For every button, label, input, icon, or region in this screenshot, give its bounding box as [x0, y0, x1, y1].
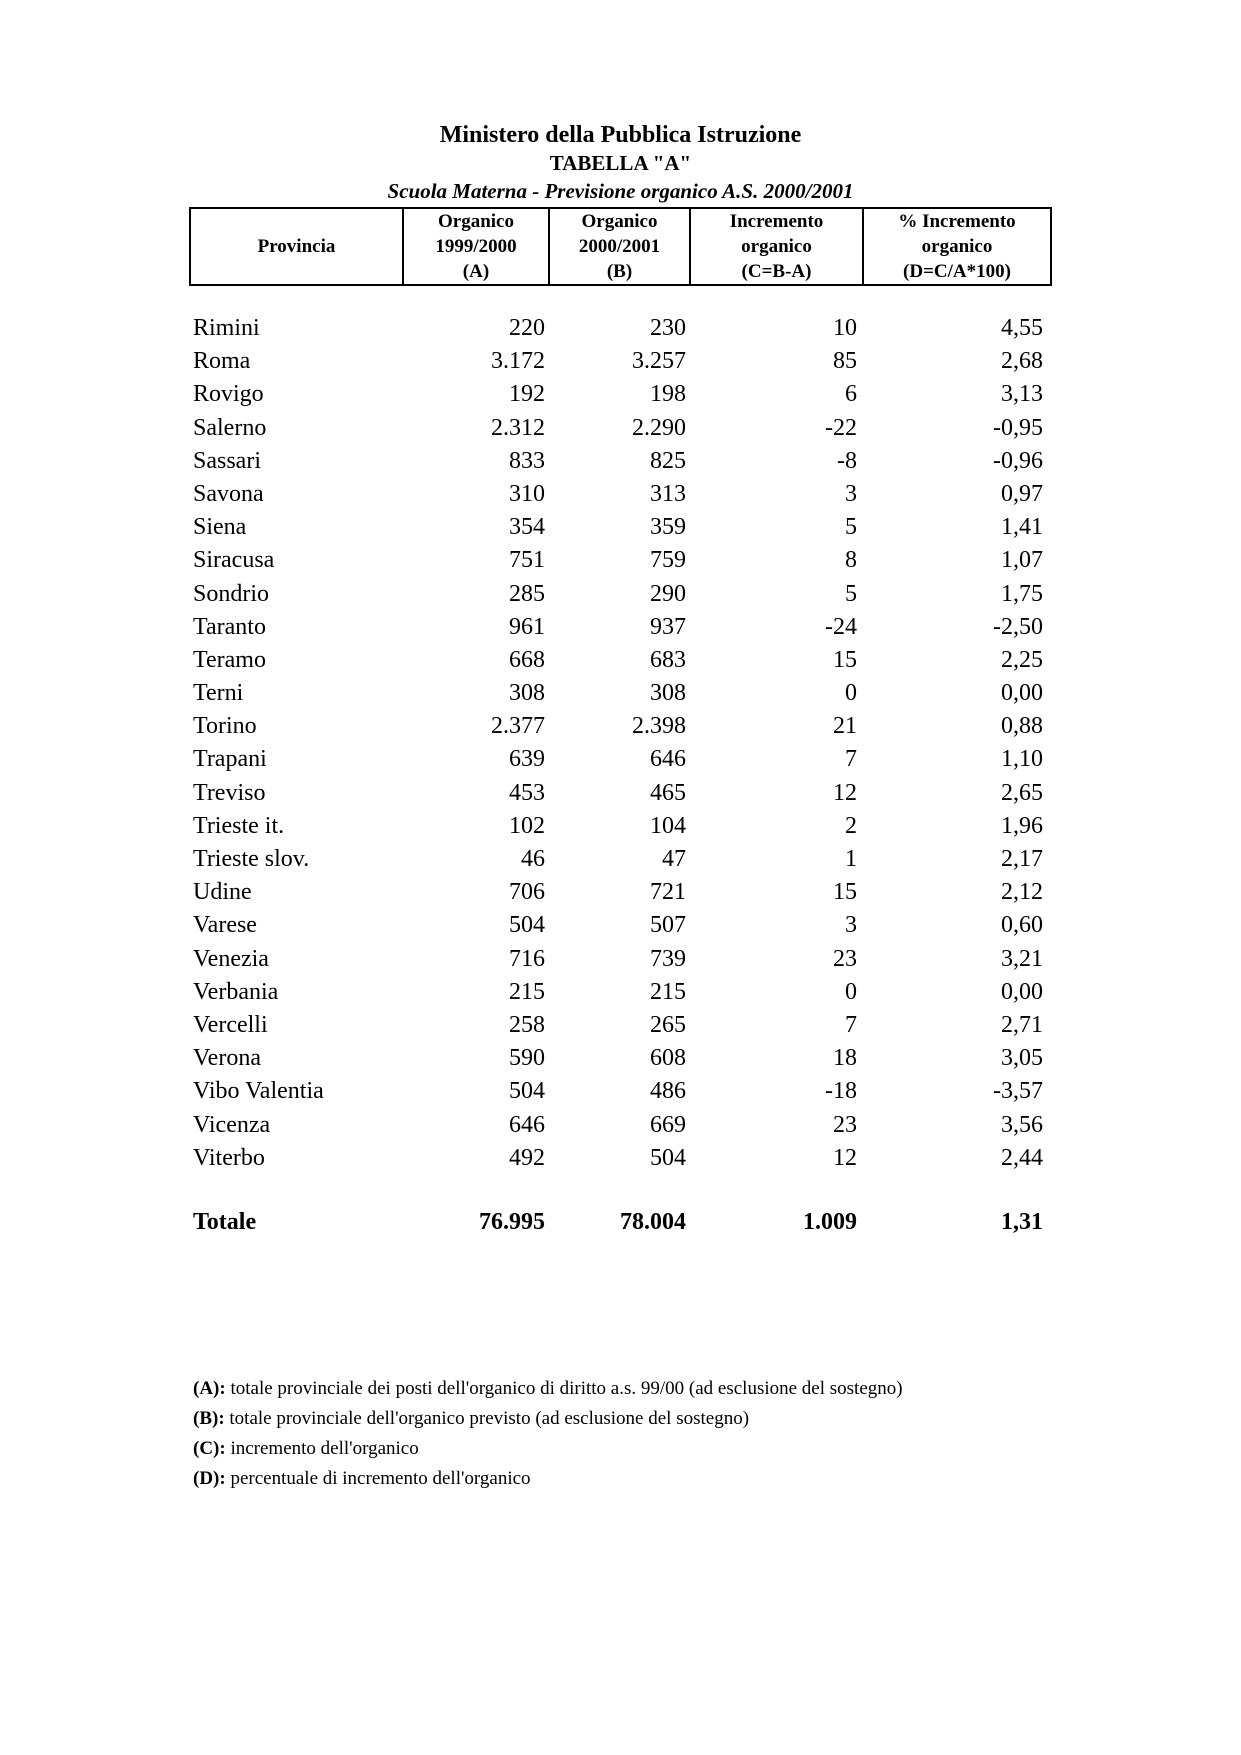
cell-provincia: Verbania	[193, 978, 279, 1005]
cell-percent: 0,00	[1001, 680, 1043, 707]
header-line: Organico	[581, 211, 658, 232]
cell-organico-a: 751	[509, 547, 545, 574]
cell-organico-b: 215	[650, 978, 686, 1005]
cell-percent: 2,68	[1001, 348, 1043, 375]
table-row	[0, 345, 1241, 378]
cell-incremento: 15	[833, 879, 857, 906]
table-body	[0, 312, 1241, 1175]
cell-organico-a: 646	[509, 1111, 545, 1138]
cell-provincia: Vicenza	[193, 1111, 271, 1138]
cell-percent: 1,41	[1001, 514, 1043, 541]
cell-percent: 3,13	[1001, 381, 1043, 408]
cell-organico-a: 716	[509, 945, 545, 972]
cell-provincia: Viterbo	[193, 1144, 265, 1171]
cell-percent: -0,95	[993, 414, 1043, 441]
cell-incremento: 0	[845, 680, 857, 707]
table-row	[0, 1042, 1241, 1075]
cell-incremento: -22	[825, 414, 857, 441]
cell-organico-b: 47	[662, 846, 686, 872]
cell-percent: 0,97	[1001, 480, 1043, 507]
footnote: (D): percentuale di incremento dell'organico	[193, 1468, 531, 1489]
table-row	[0, 909, 1241, 942]
table-row	[0, 677, 1241, 710]
cell-organico-a: 504	[509, 912, 545, 939]
cell-organico-a: 668	[509, 646, 545, 673]
cell-organico-b: 230	[650, 315, 686, 341]
document-title: Ministero della Pubblica Istruzione	[439, 122, 802, 148]
table-row	[0, 312, 1241, 345]
cell-organico-a: 961	[509, 613, 545, 640]
cell-provincia: Trieste it.	[193, 812, 285, 839]
cell-incremento: 23	[833, 1111, 857, 1138]
table-subtitle: Scuola Materna - Previsione organico A.S. 2000/2001	[387, 179, 854, 203]
table-row	[0, 777, 1241, 810]
table-row	[0, 743, 1241, 776]
cell-organico-a: 453	[509, 779, 545, 806]
cell-incremento: 23	[833, 945, 857, 972]
cell-incremento: 15	[833, 646, 857, 673]
header-line: (C=B-A)	[741, 261, 812, 282]
cell-percent: 2,65	[1001, 779, 1043, 806]
cell-percent: -2,50	[993, 613, 1043, 640]
total-organico-b: 78.004	[620, 1209, 686, 1235]
table-row	[0, 1009, 1241, 1042]
table-row	[0, 876, 1241, 909]
table-row	[0, 378, 1241, 411]
cell-organico-b: 739	[650, 945, 686, 972]
footnote: (A): totale provinciale dei posti dell'organico di diritto a.s. 99/00 (ad esclusione del sostegno)	[193, 1378, 903, 1399]
cell-incremento: 10	[833, 315, 857, 341]
cell-provincia: Trapani	[193, 746, 267, 773]
cell-provincia: Rimini	[193, 315, 260, 341]
total-organico-a: 76.995	[479, 1209, 545, 1235]
cell-organico-a: 308	[509, 680, 545, 707]
table-row	[0, 810, 1241, 843]
cell-organico-b: 198	[650, 381, 686, 408]
cell-organico-a: 504	[509, 1078, 545, 1105]
cell-percent: 1,07	[1001, 547, 1043, 574]
cell-percent: 1,75	[1001, 580, 1043, 607]
table-row	[0, 710, 1241, 743]
cell-organico-a: 258	[509, 1011, 545, 1038]
cell-percent: 2,71	[1001, 1011, 1043, 1038]
header-line: % Incremento	[898, 211, 1016, 232]
cell-incremento: 6	[845, 381, 857, 408]
header-line: Provincia	[257, 236, 336, 257]
cell-incremento: -18	[825, 1078, 857, 1105]
cell-incremento: 0	[845, 978, 857, 1005]
cell-percent: 0,60	[1001, 912, 1043, 939]
cell-percent: -3,57	[993, 1078, 1043, 1105]
table-row	[0, 1075, 1241, 1108]
table-row	[0, 1109, 1241, 1142]
cell-organico-b: 104	[650, 812, 686, 839]
cell-organico-b: 2.398	[632, 713, 686, 740]
cell-provincia: Vercelli	[193, 1011, 268, 1038]
footnote: (B): totale provinciale dell'organico previsto (ad esclusione del sostegno)	[193, 1408, 750, 1429]
cell-provincia: Vibo Valentia	[193, 1078, 324, 1105]
cell-incremento: 21	[833, 713, 857, 740]
cell-provincia: Sondrio	[193, 580, 270, 607]
cell-percent: 0,00	[1001, 978, 1043, 1005]
cell-organico-b: 669	[650, 1111, 686, 1138]
cell-organico-b: 465	[650, 779, 686, 806]
cell-percent: 1,10	[1001, 746, 1043, 773]
cell-organico-b: 265	[650, 1011, 686, 1038]
table-row	[0, 1142, 1241, 1175]
header-line: Organico	[438, 211, 514, 232]
cell-organico-b: 683	[650, 646, 686, 673]
cell-organico-b: 504	[650, 1144, 686, 1171]
cell-organico-a: 2.312	[491, 414, 545, 441]
header-line: 2000/2001	[578, 236, 661, 257]
header-line: organico	[741, 236, 812, 257]
cell-incremento: 7	[845, 1011, 857, 1038]
cell-organico-a: 102	[509, 812, 545, 839]
cell-incremento: 1	[845, 846, 857, 872]
cell-incremento: 2	[845, 812, 857, 839]
cell-organico-b: 2.290	[632, 414, 686, 441]
cell-organico-a: 285	[509, 580, 545, 607]
cell-organico-b: 721	[650, 879, 686, 906]
cell-incremento: 18	[833, 1045, 857, 1072]
cell-organico-b: 825	[650, 447, 686, 474]
cell-incremento: 12	[833, 1144, 857, 1171]
table-row	[0, 611, 1241, 644]
table-row	[0, 976, 1241, 1009]
total-incremento: 1.009	[803, 1209, 857, 1235]
cell-incremento: 5	[845, 580, 857, 607]
table-name: TABELLA "A"	[549, 151, 692, 175]
cell-organico-a: 2.377	[491, 713, 545, 740]
cell-organico-a: 46	[521, 846, 545, 872]
header-incremento	[689, 209, 862, 284]
cell-provincia: Rovigo	[193, 381, 264, 408]
header-line: organico	[921, 236, 993, 257]
header-line: (B)	[606, 261, 633, 282]
cell-organico-a: 492	[509, 1144, 545, 1171]
cell-organico-a: 192	[509, 381, 545, 408]
cell-organico-b: 507	[650, 912, 686, 939]
cell-organico-b: 313	[650, 480, 686, 507]
table-row	[0, 412, 1241, 445]
cell-provincia: Siracusa	[193, 547, 275, 574]
cell-incremento: -24	[825, 613, 857, 640]
cell-organico-a: 590	[509, 1045, 545, 1072]
table-header	[189, 207, 1052, 286]
header-provincia	[191, 209, 402, 284]
cell-organico-a: 833	[509, 447, 545, 474]
cell-percent: 3,05	[1001, 1045, 1043, 1072]
cell-provincia: Taranto	[193, 613, 266, 640]
header-line: Incremento	[729, 211, 824, 232]
cell-organico-b: 608	[650, 1045, 686, 1072]
cell-provincia: Roma	[193, 348, 251, 375]
table-row	[0, 478, 1241, 511]
header-line: (A)	[462, 261, 490, 282]
cell-incremento: 12	[833, 779, 857, 806]
header-line: (D=C/A*100)	[903, 261, 1011, 282]
cell-organico-a: 639	[509, 746, 545, 773]
header-organico-a	[402, 209, 548, 284]
footnote: (C): incremento dell'organico	[193, 1438, 419, 1459]
cell-incremento: 3	[845, 480, 857, 507]
cell-provincia: Venezia	[193, 945, 269, 972]
cell-percent: 2,44	[1001, 1144, 1043, 1171]
cell-provincia: Treviso	[193, 779, 266, 806]
cell-percent: 3,21	[1001, 945, 1043, 972]
cell-organico-a: 3.172	[491, 348, 545, 375]
header-percent-incremento	[862, 209, 1050, 284]
cell-organico-b: 759	[650, 547, 686, 574]
cell-incremento: 8	[845, 547, 857, 574]
cell-organico-a: 354	[509, 514, 545, 541]
total-row	[0, 1205, 1241, 1239]
table-row	[0, 644, 1241, 677]
header-line: 1999/2000	[435, 236, 517, 257]
cell-percent: 2,17	[1001, 846, 1043, 872]
cell-percent: 4,55	[1001, 315, 1043, 341]
cell-organico-b: 359	[650, 514, 686, 541]
cell-provincia: Terni	[193, 680, 244, 707]
footnotes	[193, 1374, 903, 1494]
cell-organico-b: 486	[650, 1078, 686, 1105]
cell-percent: -0,96	[993, 447, 1043, 474]
cell-organico-a: 706	[509, 879, 545, 906]
table-row	[0, 843, 1241, 876]
cell-provincia: Salerno	[193, 414, 267, 441]
cell-provincia: Udine	[193, 879, 252, 906]
cell-organico-a: 220	[509, 315, 545, 341]
cell-provincia: Varese	[193, 912, 257, 939]
table-row	[0, 544, 1241, 577]
cell-provincia: Trieste slov.	[193, 846, 310, 872]
cell-incremento: 3	[845, 912, 857, 939]
cell-incremento: -8	[837, 447, 857, 474]
cell-provincia: Verona	[193, 1045, 261, 1072]
cell-organico-a: 310	[509, 480, 545, 507]
cell-incremento: 7	[845, 746, 857, 773]
total-percent: 1,31	[1001, 1209, 1043, 1235]
cell-provincia: Torino	[193, 713, 257, 740]
cell-percent: 0,88	[1001, 713, 1043, 740]
cell-organico-b: 937	[650, 613, 686, 640]
cell-percent: 2,25	[1001, 646, 1043, 673]
cell-organico-b: 290	[650, 580, 686, 607]
cell-provincia: Teramo	[193, 646, 266, 673]
cell-organico-a: 215	[509, 978, 545, 1005]
cell-provincia: Savona	[193, 480, 264, 507]
table-row	[0, 943, 1241, 976]
cell-organico-b: 646	[650, 746, 686, 773]
cell-organico-b: 308	[650, 680, 686, 707]
table-row	[0, 578, 1241, 611]
header-organico-b	[548, 209, 689, 284]
cell-percent: 2,12	[1001, 879, 1043, 906]
table-row	[0, 511, 1241, 544]
total-label: Totale	[193, 1209, 257, 1235]
cell-incremento: 5	[845, 514, 857, 541]
cell-organico-b: 3.257	[632, 348, 686, 375]
cell-percent: 3,56	[1001, 1111, 1043, 1138]
cell-incremento: 85	[833, 348, 857, 375]
cell-percent: 1,96	[1001, 812, 1043, 839]
table-row	[0, 445, 1241, 478]
cell-provincia: Siena	[193, 514, 247, 541]
cell-provincia: Sassari	[193, 447, 261, 474]
